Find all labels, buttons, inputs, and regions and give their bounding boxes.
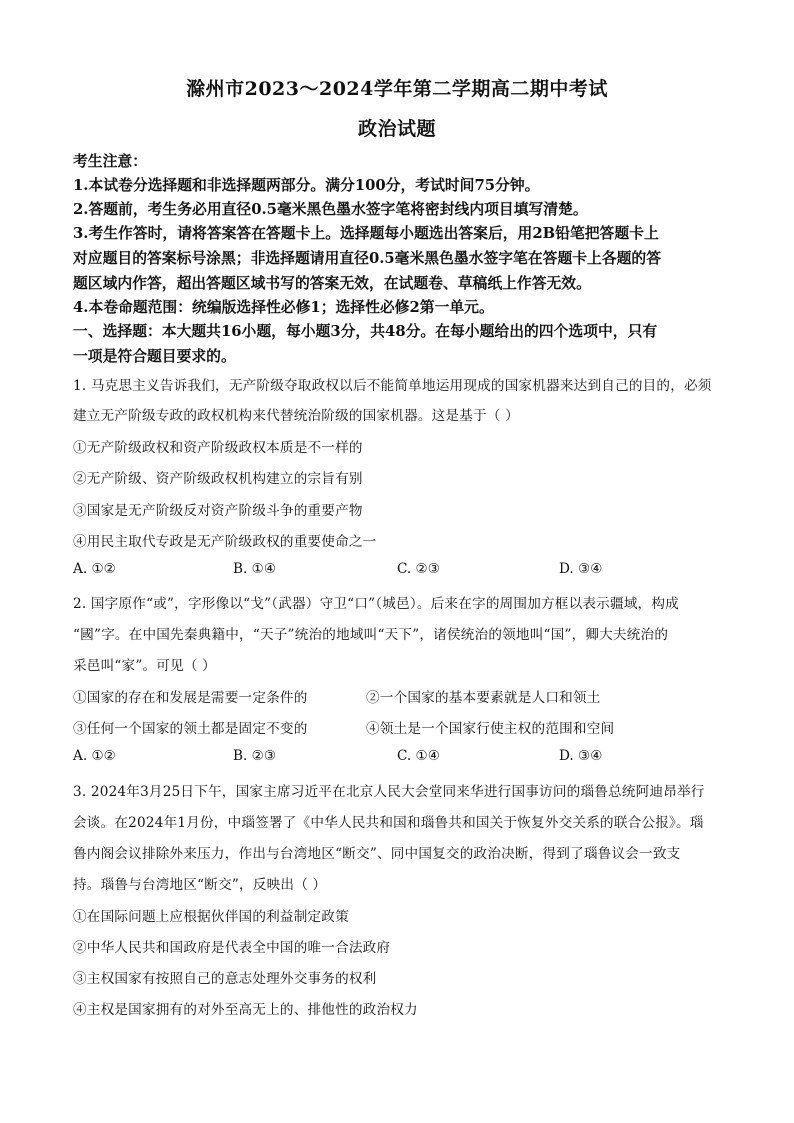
question-stem: 2. 国字原作“或”，字形像以“戈”（武器）守卫“口”（城邑）。后来在字的周围加方框以表示疆域，构成 [73,596,679,612]
statement: ③任何一个国家的领土都是固定不变的 [73,721,308,737]
question-stem: 1. 马克思主义告诉我们，无产阶级夺取政权以后不能简单地运用现成的国家机器来达到自己的目的，必须 [73,378,712,394]
notice-item: 对应题目的答案标号涂黑；非选择题请用直径0.5毫米黑色墨水签字笔在答题卡上各题的答 [73,250,662,267]
question-stem: 采邑叫“家”。可见（ ） [73,658,216,674]
statement: ②无产阶级、资产阶级政权机构建立的宗旨有别 [73,471,363,487]
notice-item: 1.本试卷分选择题和非选择题两部分。满分100分，考试时间75分钟。 [73,177,540,194]
option-c[interactable]: C. ②③ [397,561,440,577]
notice-item: 4.本卷命题范围：统编版选择性必修1；选择性必修2第一单元。 [73,299,494,316]
statement: ④领土是一个国家行使主权的范围和空间 [366,721,615,737]
answer-options [73,561,723,581]
notice-item: 2.答题前，考生务必用直径0.5毫米黑色墨水签字笔将密封线内项目填写清楚。 [73,201,588,218]
question-stem: 鲁内阁会议排除外来压力，作出与台湾地区“断交”、同中国复交的政治决断，得到了瑙鲁议会一致支 [73,846,681,862]
notice-heading: 考生注意： [73,153,147,170]
question-stem: 建立无产阶级专政的政权机构来代替统治阶级的国家机器。这是基于（ ） [73,408,519,424]
notice-item: 题区域内作答，超出答题区域书写的答案无效，在试题卷、草稿纸上作答无效。 [73,275,591,292]
statement: ③国家是无产阶级反对资产阶级斗争的重要产物 [73,503,363,519]
question-stem: 3. 2024年3月25日下午，国家主席习近平在北京人民大会堂同来华进行国事访问的瑙鲁总统阿迪昂举行 [73,784,705,800]
statement: ③主权国家有按照自己的意志处理外交事务的权利 [73,971,377,987]
option-d[interactable]: D. ③④ [559,748,603,764]
question-stem: 持。瑙鲁与台湾地区“断交”，反映出（ ） [73,877,327,893]
exam-subject: 政治试题 [357,118,436,140]
option-a[interactable]: A. ①② [73,748,116,764]
option-a[interactable]: A. ①② [73,561,116,577]
statement: ②中华人民共和国政府是代表全中国的唯一合法政府 [73,940,391,956]
exam-title: 滁州市2023～2024学年第二学期高二期中考试 [186,78,608,100]
option-c[interactable]: C. ①④ [397,748,440,764]
option-d[interactable]: D. ③④ [559,561,603,577]
question-stem: 会谈。在2024年1月份，中瑙签署了《中华人民共和国和瑙鲁共和国关于恢复外交关系的联合公报》。瑙 [73,815,704,831]
statement: ①无产阶级政权和资产阶级政权本质是不一样的 [73,440,363,456]
answer-options [73,748,723,768]
statement: ①国家的存在和发展是需要一定条件的 [73,690,308,706]
section-heading-line: 一、选择题：本大题共16小题，每小题3分，共48分。在每小题给出的四个选项中，只有 [73,323,658,340]
section-heading-line: 一项是符合题目要求的。 [73,348,236,365]
statement: ④主权是国家拥有的对外至高无上的、排他性的政治权力 [73,1002,418,1018]
notice-item: 3.考生作答时，请将答案答在答题卡上。选择题每小题选出答案后，用2B铅笔把答题卡上 [73,225,659,242]
statement: ②一个国家的基本要素就是人口和领土 [366,690,601,706]
question-stem: “國”字。在中国先秦典籍中，“天子”统治的地域叫“天下”，诸侯统治的领地叫“国”，卿大夫统治的 [73,627,669,643]
statement: ①在国际问题上应根据伙伴国的利益制定政策 [73,909,349,925]
option-b[interactable]: B. ①④ [233,561,277,577]
option-b[interactable]: B. ②③ [233,748,277,764]
statement: ④用民主取代专政是无产阶级政权的重要使命之一 [73,534,377,550]
